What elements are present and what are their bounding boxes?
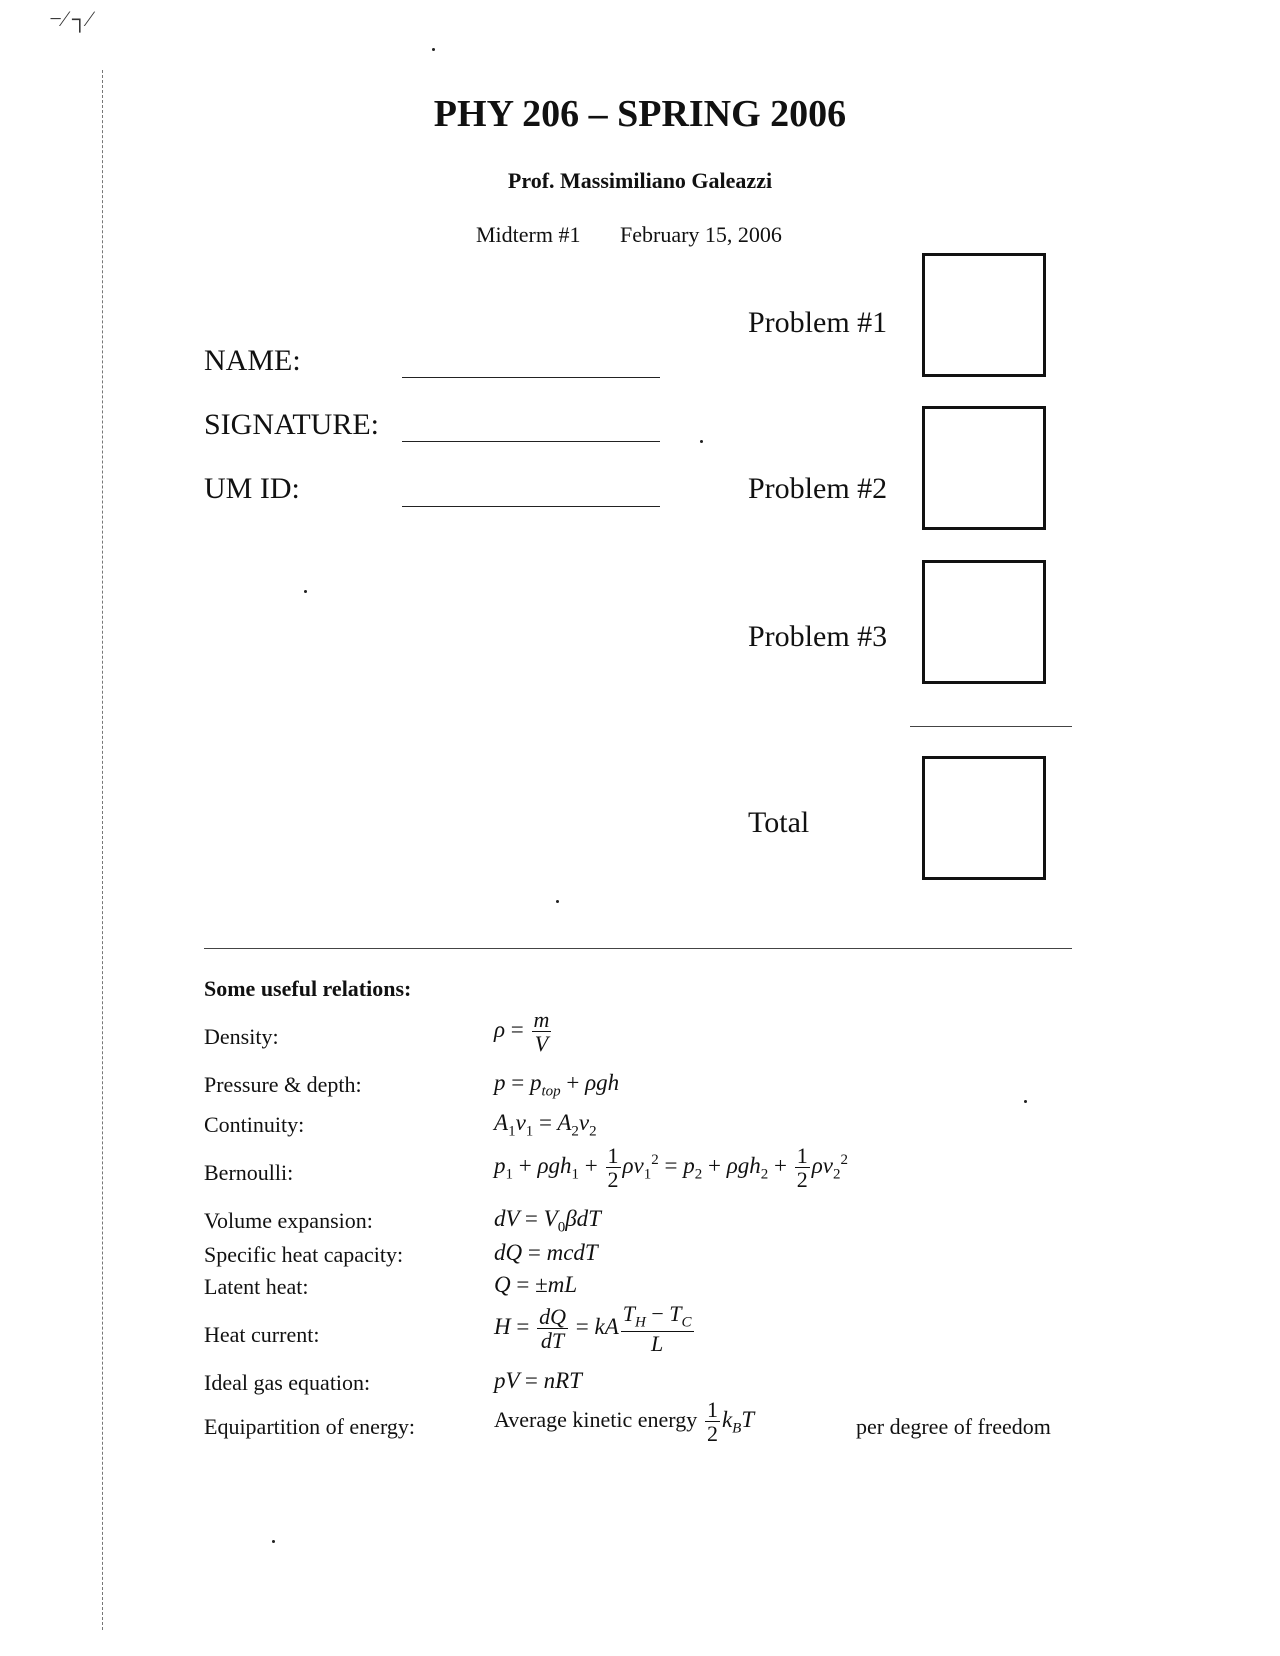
- heat-current-label: Heat current:: [204, 1322, 320, 1347]
- scan-speck: [304, 590, 307, 593]
- ideal-gas-formula: pV = nRT: [494, 1368, 582, 1393]
- ideal-gas-label: Ideal gas equation:: [204, 1370, 371, 1395]
- exam-date: February 15, 2006: [620, 222, 782, 247]
- per-degree-text: per degree of freedom: [856, 1414, 1051, 1439]
- scan-speck: [1024, 1100, 1027, 1103]
- problem-2-label: Problem #2: [748, 472, 888, 505]
- equipartition-text: Average kinetic energy: [494, 1406, 698, 1432]
- problem-1-label: Problem #1: [748, 306, 888, 339]
- scan-speck: [556, 900, 559, 903]
- id-label: UM ID:: [204, 472, 300, 505]
- total-label: Total: [748, 806, 810, 839]
- continuity-formula: $A_1v_1 = A_2v_2$: [494, 1110, 597, 1140]
- total-separator-line: [910, 726, 1072, 727]
- problem-2-score-box[interactable]: [922, 406, 1046, 530]
- problem-3-score-box[interactable]: [922, 560, 1046, 684]
- density-formula: ρ = $\frac{m}{V}$: [494, 1007, 550, 1057]
- problem-1-score-box[interactable]: [922, 253, 1046, 377]
- latent-heat-label: Latent heat:: [204, 1274, 309, 1299]
- problem-3-label: Problem #3: [748, 620, 888, 653]
- continuity-label: Continuity:: [204, 1112, 305, 1137]
- section-divider: [204, 948, 1072, 949]
- scan-speck: [272, 1540, 275, 1543]
- heat-current-formula: H = $\frac{dQ}{dT}$ = kA $\frac{T_H - T_C}{L}$: [494, 1301, 692, 1357]
- density-label: Density:: [204, 1024, 279, 1049]
- id-field[interactable]: [402, 506, 660, 507]
- name-label: NAME:: [204, 344, 301, 377]
- relations-heading: Some useful relations:: [204, 976, 412, 1001]
- bernoulli-formula: $p_1 + \rho gh_1$ + $\frac{1}{2}$ $\rho v_1^2 = p_2 + \rho gh_2$ + $\frac{1}{2}$ $\rho v_2^2$: [494, 1143, 849, 1193]
- course-title: PHY 206 – SPRING 2006: [433, 93, 847, 135]
- pressure-formula: $p = p_{top} + \rho gh$: [494, 1070, 620, 1100]
- volume-expansion-label: Volume expansion:: [204, 1208, 373, 1233]
- exam-label: Midterm #1: [476, 222, 581, 247]
- specific-heat-label: Specific heat capacity:: [204, 1242, 404, 1267]
- specific-heat-formula: dQ = mcdT: [494, 1240, 598, 1265]
- volume-expansion-formula: dV = $V_0\beta dT$: [494, 1206, 601, 1236]
- name-field[interactable]: [402, 377, 660, 378]
- equipartition-formula: Average kinetic energy $\frac{1}{2}$ $k_BT$: [494, 1397, 755, 1447]
- signature-field[interactable]: [402, 441, 660, 442]
- bernoulli-label: Bernoulli:: [204, 1160, 294, 1185]
- margin-hole-line: [102, 70, 103, 1630]
- scan-speck: [700, 440, 703, 443]
- margin-scribble: −⁄ ┐∕: [48, 6, 92, 31]
- pressure-label: Pressure & depth:: [204, 1072, 362, 1097]
- scan-speck: [432, 48, 435, 51]
- total-score-box[interactable]: [922, 756, 1046, 880]
- professor-name: Prof. Massimiliano Galeazzi: [507, 168, 773, 193]
- signature-label: SIGNATURE:: [204, 408, 380, 441]
- equipartition-label: Equipartition of energy:: [204, 1414, 415, 1439]
- latent-heat-formula: Q = ±mL: [494, 1272, 578, 1297]
